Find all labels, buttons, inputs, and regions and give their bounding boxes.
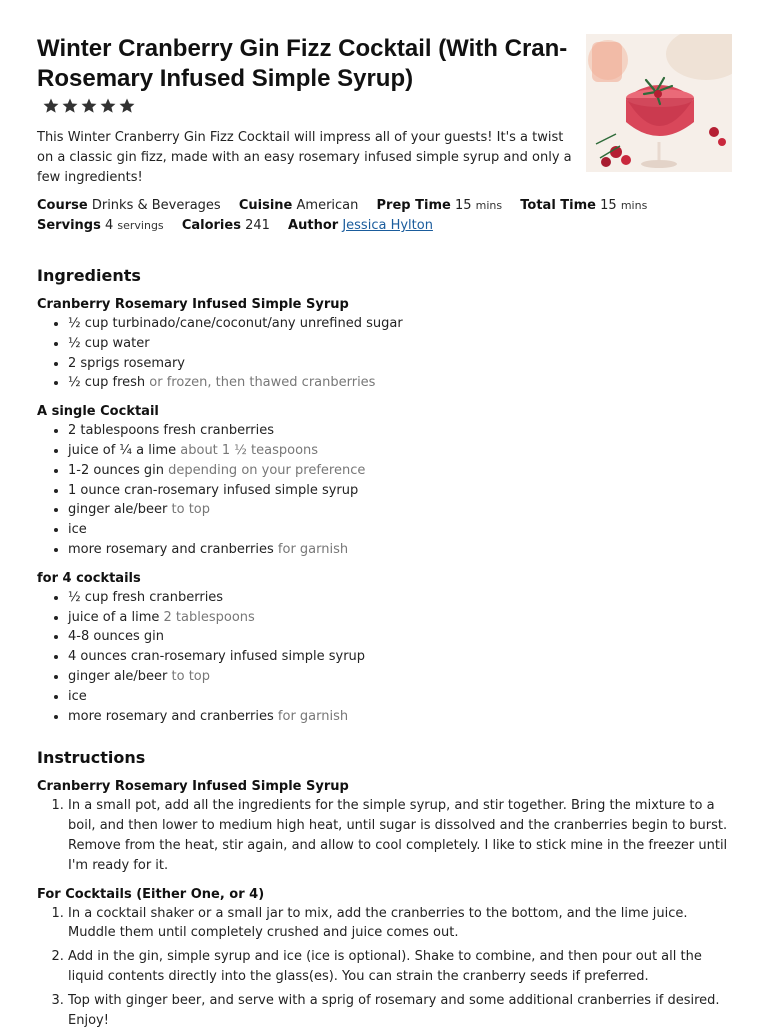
meta-total-value: 15: [600, 198, 617, 213]
ingredient-text: 2 sprigs rosemary: [68, 355, 185, 371]
ingredient-text: 2 tablespoons fresh cranberries: [68, 423, 274, 439]
star-icon[interactable]: [61, 97, 79, 115]
ingredient-item: [68, 481, 732, 501]
ingredient-text: ice: [68, 522, 87, 538]
ingredient-item: [68, 608, 732, 628]
author-link[interactable]: Jessica Hylton: [342, 218, 433, 233]
ingredient-group-title: Cranberry Rosemary Infused Simple Syrup: [37, 297, 349, 312]
ingredient-item: [68, 314, 732, 334]
instruction-step: 2. Add in the gin, simple syrup and ice (ice is optional). Shake to combine, and then pour out all the liquid contents directly into the glass(es). You can strain the cranberry seeds if preferred.: [68, 947, 732, 987]
meta-total-unit: mins: [620, 199, 648, 212]
ingredient-item: [68, 667, 732, 687]
ingredient-text: ginger ale/beer: [68, 668, 168, 684]
ingredient-item: [68, 354, 732, 374]
instruction-list: [37, 796, 732, 875]
instruction-groups: [37, 778, 732, 1030]
star-icon[interactable]: [80, 97, 98, 115]
ingredient-text: 1-2 ounces gin: [68, 462, 164, 478]
ingredient-text: more rosemary and cranberries: [68, 541, 274, 557]
ingredient-note: for garnish: [277, 541, 349, 557]
ingredient-item: [68, 627, 732, 647]
instructions-heading: Instructions: [37, 748, 146, 768]
meta-prep-unit: mins: [475, 199, 503, 212]
ingredient-item: [68, 707, 732, 727]
meta-course: [37, 198, 221, 213]
meta-cuisine-value: American: [296, 198, 359, 213]
ingredient-note: 2 tablespoons: [163, 609, 255, 625]
ingredient-text: ½ cup fresh cranberries: [68, 589, 224, 605]
ingredient-note: about 1 ½ teaspoons: [180, 442, 319, 458]
instruction-group-title: For Cocktails (Either One, or 4): [37, 886, 265, 902]
recipe-meta: [37, 196, 732, 236]
ingredient-text: ice: [68, 688, 87, 704]
ingredient-list: [37, 314, 732, 393]
ingredient-note: or frozen, then thawed cranberries: [149, 375, 376, 391]
ingredient-item: [68, 334, 732, 354]
star-icon[interactable]: [118, 97, 136, 115]
ingredient-text: 4-8 ounces gin: [68, 629, 164, 645]
meta-cuisine: [239, 198, 359, 213]
meta-prep-value: 15: [454, 198, 472, 213]
servings-value[interactable]: 4: [104, 218, 114, 233]
meta-calories: [182, 218, 270, 233]
meta-total-label: Total Time: [520, 198, 596, 213]
ingredient-group-title: for 4 cocktails: [37, 570, 141, 586]
ingredient-note: depending on your preference: [168, 462, 366, 478]
recipe-summary: This Winter Cranberry Gin Fizz Cocktail will impress all of your guests! It's a twist on a classic gin fizz, made with an easy rosemary infused simple syrup and only a few ingredients!: [37, 130, 572, 185]
ingredient-item: [68, 421, 732, 441]
recipe-card: [37, 34, 732, 1034]
meta-author-label: Author: [288, 218, 339, 233]
meta-servings-unit: servings: [117, 219, 164, 232]
recipe-title: Winter Cranberry Gin Fizz Cocktail (With Cran-Rosemary Infused Simple Syrup): [37, 35, 568, 92]
ingredient-item: [68, 540, 732, 560]
meta-servings-label: Servings: [37, 218, 101, 233]
recipe-photo: [586, 34, 732, 172]
ingredient-text: ginger ale/beer: [68, 502, 168, 518]
ingredient-note: for garnish: [277, 708, 349, 724]
recipe-header: [37, 34, 732, 115]
ingredient-item: [68, 461, 732, 481]
ingredient-item: [68, 520, 732, 540]
instruction-step: 3. Top with ginger beer, and serve with a sprig of rosemary and some additional cranberries if desired. Enjoy!: [68, 991, 732, 1031]
ingredient-item: [68, 500, 732, 520]
ingredient-item: [68, 373, 732, 393]
ingredient-text: juice of a lime: [68, 609, 160, 625]
ingredient-text: ½ cup fresh: [68, 375, 146, 391]
ingredient-list: [37, 588, 732, 727]
ingredient-item: [68, 588, 732, 608]
instructions-section: [37, 748, 732, 1030]
meta-row-2: [37, 216, 732, 236]
ingredient-text: 4 ounces cran-rosemary infused simple syrup: [68, 649, 366, 665]
ingredient-item: [68, 441, 732, 461]
ingredient-list: [37, 421, 732, 560]
instruction-step: 1. In a cocktail shaker or a small jar to mix, add the cranberries to the bottom, and the lime juice. Muddle them until completely crushed and juice comes out.: [68, 904, 732, 944]
ingredient-text: juice of ¼ a lime: [68, 442, 177, 458]
meta-prep-time: [377, 198, 503, 213]
instruction-group-title: Cranberry Rosemary Infused Simple Syrup: [37, 779, 349, 795]
star-icon[interactable]: [42, 97, 60, 115]
ingredient-item: [68, 647, 732, 667]
ingredient-text: more rosemary and cranberries: [68, 708, 274, 724]
ingredient-text: ½ cup water: [68, 335, 150, 351]
ingredients-section: [37, 266, 732, 726]
instruction-step: 1. In a small pot, add all the ingredients for the simple syrup, and stir together. Bring the mixture to a boil, and then lower to medium high heat, until sugar is dissolved and the cranberries begin to burst. Remove from the heat, stir again, and allow to cool completely. I like to stick mine in the freezer until I'm ready for it.: [68, 796, 732, 875]
ingredients-heading: Ingredients: [37, 266, 141, 285]
ingredient-groups: [37, 296, 732, 726]
instruction-list: [37, 904, 732, 1031]
star-icon[interactable]: [99, 97, 117, 115]
meta-calories-label: Calories: [181, 218, 241, 233]
meta-author: [288, 218, 433, 233]
ingredient-group-title: A single Cocktail: [37, 404, 159, 420]
meta-cuisine-label: Cuisine: [238, 198, 293, 213]
ingredient-text: 1 ounce cran-rosemary infused simple syrup: [68, 482, 359, 498]
ingredient-item: [68, 687, 732, 707]
meta-row-1: [37, 196, 732, 216]
meta-total-time: [520, 198, 647, 213]
meta-calories-value: 241: [245, 218, 270, 233]
meta-servings: [37, 218, 164, 233]
ingredient-note: to top: [171, 668, 211, 684]
meta-course-label: Course: [37, 198, 88, 213]
ingredient-note: to top: [171, 502, 211, 518]
ingredient-text: ½ cup turbinado/cane/coconut/any unrefined sugar: [68, 316, 403, 331]
meta-course-value: Drinks & Beverages: [91, 198, 221, 213]
meta-prep-label: Prep Time: [376, 198, 451, 213]
